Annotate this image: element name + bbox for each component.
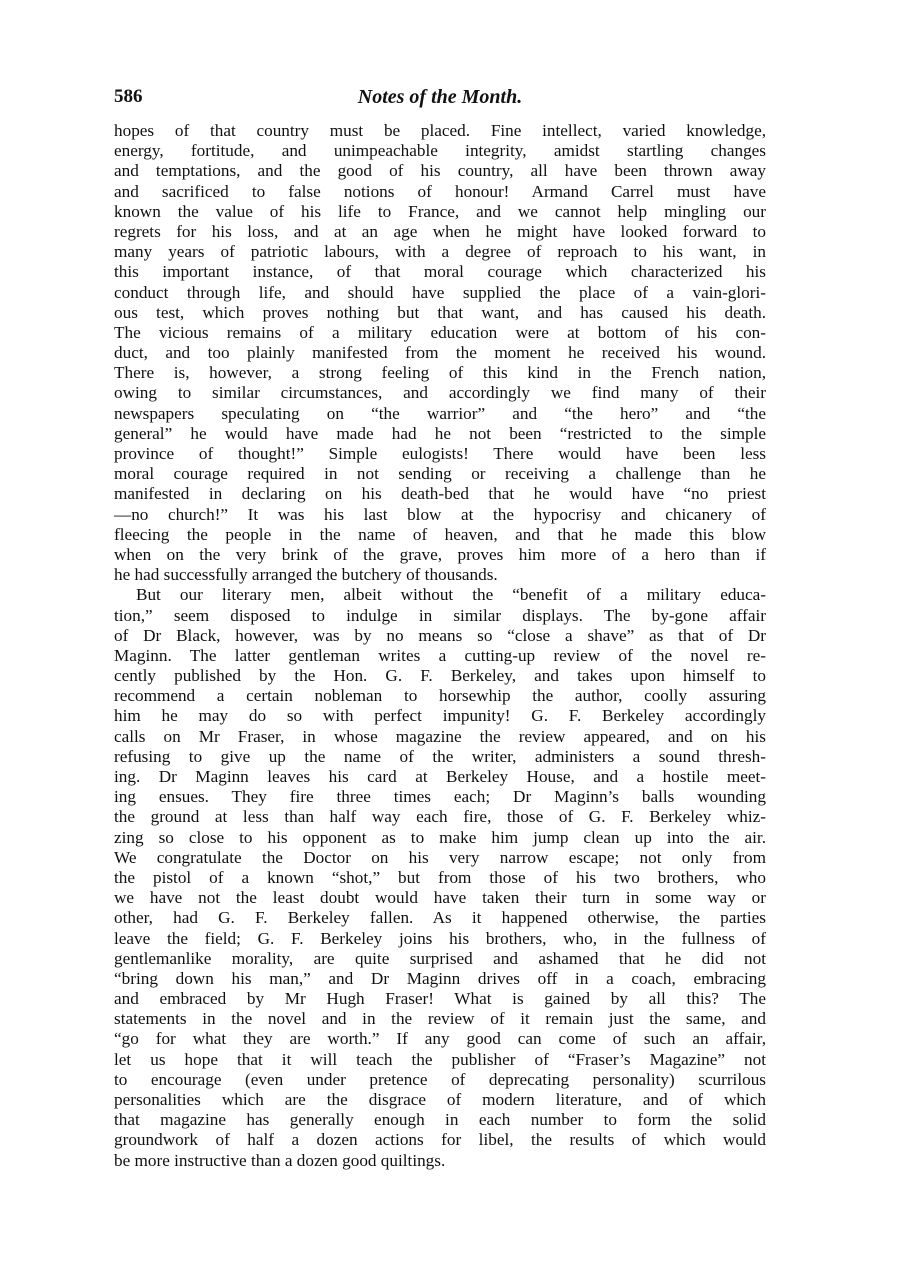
text-line: personalities which are the disgrace of modern literature, and of which bbox=[114, 1090, 766, 1109]
text-line: province of thought!” Simple eulogists! There would have been less bbox=[114, 444, 766, 463]
text-line: hopes of that country must be placed. Fine intellect, varied knowledge, bbox=[114, 121, 766, 140]
text-line: when on the very brink of the grave, proves him more of a hero than if bbox=[114, 544, 766, 564]
text-line: let us hope that it will teach the publisher of “Fraser’s Magazine” not bbox=[114, 1049, 766, 1069]
page-number: 586 bbox=[114, 86, 143, 107]
text-line: him he may do so with perfect impunity! G. F. Berkeley accordingly bbox=[114, 706, 766, 726]
article-body bbox=[114, 121, 766, 1171]
text-line: manifested in declaring on his death-bed that he would have “no priest bbox=[114, 484, 766, 504]
text-line: tion,” seem disposed to indulge in similar displays. The by-gone affair bbox=[114, 605, 766, 625]
text-line: we have not the least doubt would have taken their turn in some way or bbox=[114, 888, 766, 908]
text-line: general” he would have made had he not been “restricted to the simple bbox=[114, 423, 766, 443]
text-line: of Dr Black, however, was by no means so “close a shave” as that of Dr bbox=[114, 625, 766, 645]
text-line: and embraced by Mr Hugh Fraser! What is gained by all this? The bbox=[114, 989, 766, 1009]
text-line: ing. Dr Maginn leaves his card at Berkeley House, and a hostile meet- bbox=[114, 767, 766, 786]
text-line: gentlemanlike morality, are quite surprised and ashamed that he did not bbox=[114, 948, 766, 968]
text-line: —no church!” It was his last blow at the hypocrisy and chicanery of bbox=[114, 504, 766, 524]
text-line: the ground at less than half way each fire, those of G. F. Berkeley whiz- bbox=[114, 807, 766, 827]
page-header bbox=[114, 86, 766, 112]
text-line: regrets for his loss, and at an age when he might have looked forward to bbox=[114, 221, 766, 241]
running-title: Notes of the Month. bbox=[357, 86, 523, 108]
text-line: energy, fortitude, and unimpeachable integrity, amidst startling changes bbox=[114, 141, 766, 161]
text-line: moral courage required in not sending or receiving a challenge than he bbox=[114, 464, 766, 484]
text-line: that magazine has generally enough in each number to form the solid bbox=[114, 1110, 766, 1130]
text-line: calls on Mr Fraser, in whose magazine the review appeared, and on his bbox=[114, 726, 766, 746]
text-line: recommend a certain nobleman to horsewhip the author, coolly assuring bbox=[114, 686, 766, 706]
text-line: There is, however, a strong feeling of this kind in the French nation, bbox=[114, 363, 766, 383]
text-line: known the value of his life to France, and we cannot help mingling our bbox=[114, 201, 766, 221]
text-line: The vicious remains of a military education were at bottom of his con- bbox=[114, 322, 766, 342]
paragraph bbox=[114, 121, 766, 585]
text-line: ous test, which proves nothing but that want, and has caused his death. bbox=[114, 302, 766, 322]
text-line: many years of patriotic labours, with a degree of reproach to his want, in bbox=[114, 242, 766, 262]
text-line: But our literary men, albeit without the “benefit of a military educa- bbox=[136, 585, 766, 605]
text-line: groundwork of half a dozen actions for libel, the results of which would bbox=[114, 1130, 766, 1150]
text-line: fleecing the people in the name of heaven, and that he made this blow bbox=[114, 524, 766, 544]
text-line: owing to similar circumstances, and accordingly we find many of their bbox=[114, 383, 766, 403]
text-line: this important instance, of that moral courage which characterized his bbox=[114, 262, 766, 282]
text-line: duct, and too plainly manifested from the moment he received his wound. bbox=[114, 343, 766, 363]
text-line: statements in the novel and in the review of it remain just the same, and bbox=[114, 1009, 766, 1029]
text-line: be more instructive than a dozen good quiltings. bbox=[114, 1150, 446, 1170]
text-line: other, had G. F. Berkeley fallen. As it happened otherwise, the parties bbox=[114, 908, 766, 928]
paragraph bbox=[114, 585, 766, 1170]
text-line: he had successfully arranged the butchery of thousands. bbox=[114, 565, 498, 585]
text-line: and sacrificed to false notions of honour! Armand Carrel must have bbox=[114, 181, 766, 201]
text-line: and temptations, and the good of his country, all have been thrown away bbox=[114, 161, 766, 181]
text-line: ing ensues. They fire three times each; Dr Maginn’s balls wounding bbox=[114, 787, 766, 807]
text-line: zing so close to his opponent as to make him jump clean up into the air. bbox=[114, 827, 766, 847]
text-line: leave the field; G. F. Berkeley joins his brothers, who, in the fullness of bbox=[114, 928, 766, 948]
text-line: Maginn. The latter gentleman writes a cutting-up review of the novel re- bbox=[114, 645, 766, 665]
text-line: “bring down his man,” and Dr Maginn drives off in a coach, embracing bbox=[114, 968, 766, 988]
text-line: the pistol of a known “shot,” but from those of his two brothers, who bbox=[114, 867, 766, 887]
text-line: cently published by the Hon. G. F. Berkeley, and takes upon himself to bbox=[114, 666, 766, 686]
text-line: We congratulate the Doctor on his very narrow escape; not only from bbox=[114, 847, 766, 867]
text-line: conduct through life, and should have supplied the place of a vain-glori- bbox=[114, 282, 766, 302]
text-line: newspapers speculating on “the warrior” and “the hero” and “the bbox=[114, 403, 766, 423]
text-line: “go for what they are worth.” If any good can come of such an affair, bbox=[114, 1029, 766, 1049]
text-line: to encourage (even under pretence of deprecating personality) scurrilous bbox=[114, 1069, 766, 1089]
text-line: refusing to give up the name of the writer, administers a sound thresh- bbox=[114, 746, 766, 766]
